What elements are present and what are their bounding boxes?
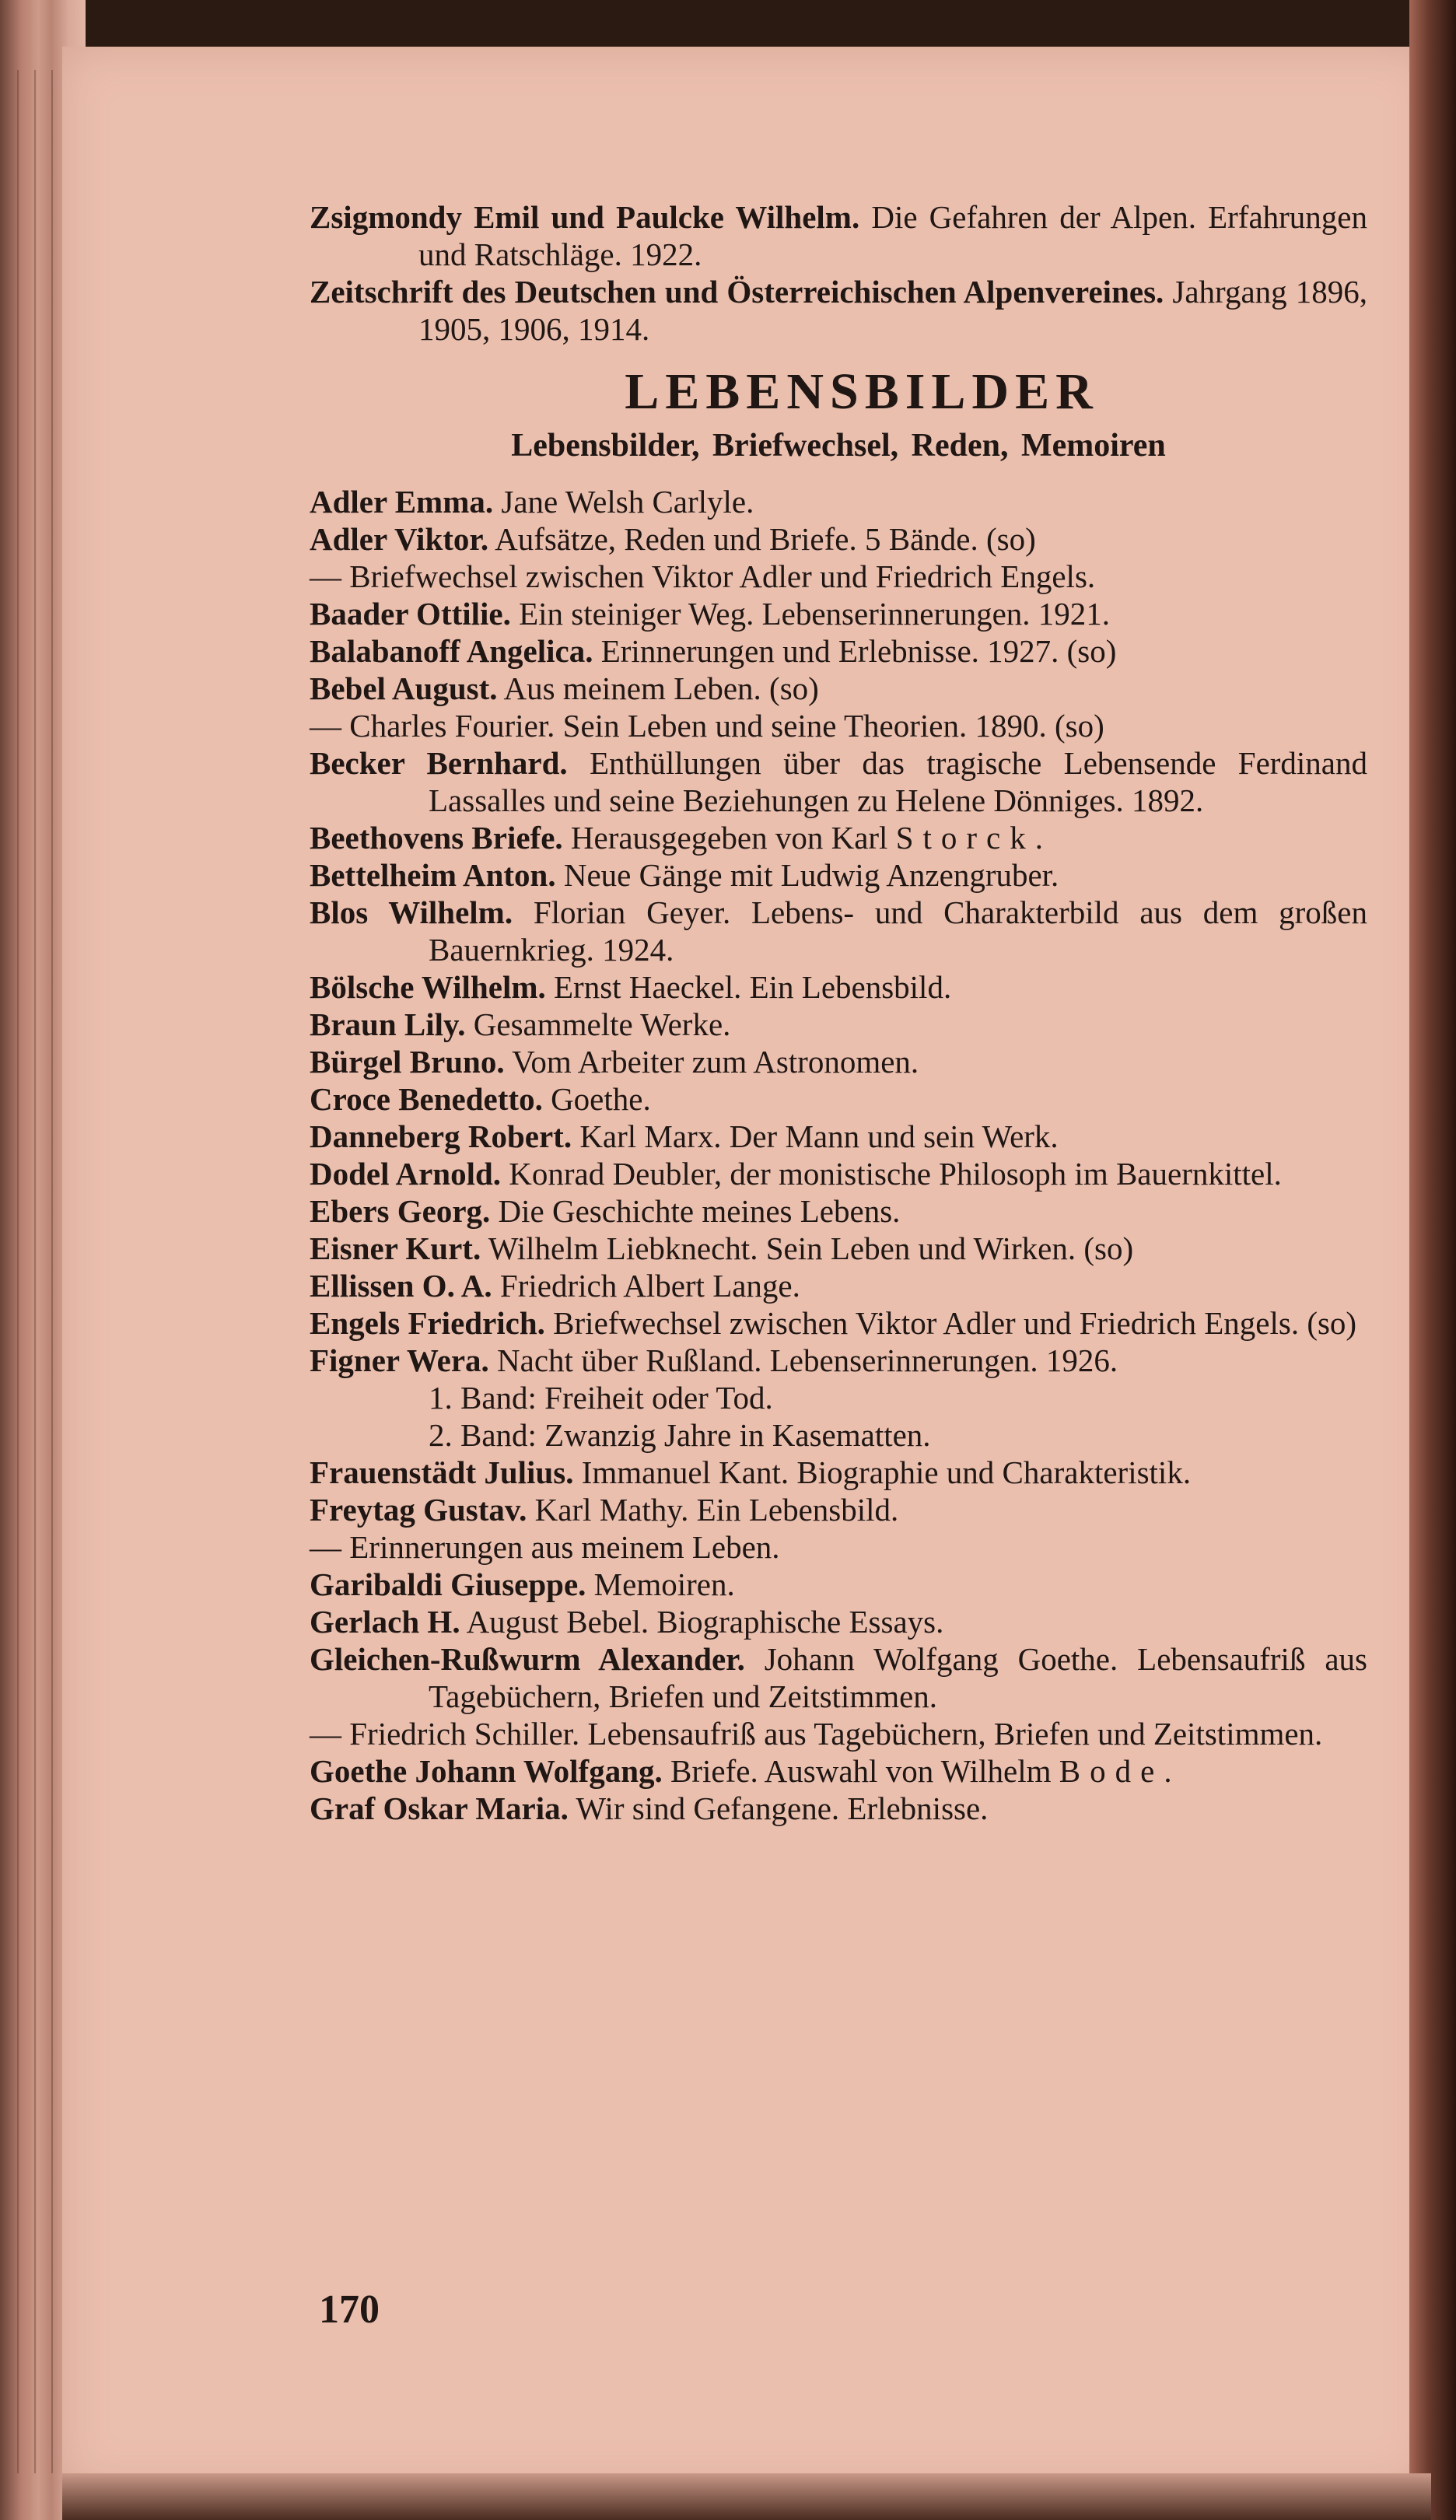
entry-editor: Bode <box>1059 1753 1164 1789</box>
bibliography-entry <box>310 968 1367 1006</box>
entry-author: Becker Bernhard. <box>310 745 568 781</box>
bibliography-entry <box>310 595 1367 632</box>
entry-title: Memoiren. <box>586 1566 735 1602</box>
entry-title: Wir sind Gefangene. Erlebnisse. <box>568 1790 989 1826</box>
entry-author: Goethe Johann Wolfgang. <box>310 1753 663 1789</box>
entry-author: Bölsche Wilhelm. <box>310 969 546 1005</box>
entry-author: Engels Friedrich. <box>310 1305 545 1341</box>
entry-volume: 1. Band: Freiheit oder Tod. <box>429 1380 773 1416</box>
entry-author: Garibaldi Giuseppe. <box>310 1566 586 1602</box>
entry-author: Figner Wera. <box>310 1342 489 1378</box>
bibliography-entry <box>310 1192 1367 1230</box>
entry-volume-list <box>310 1379 1367 1454</box>
entry-title: Karl Marx. Der Mann und sein Werk. <box>572 1118 1059 1154</box>
entry-author: Zsigmondy Emil und Paulcke Wilhelm. <box>310 199 860 235</box>
entry-title: — Charles Fourier. Sein Leben und seine Theorien. 1890. (so) <box>310 708 1104 744</box>
bibliography-entry <box>310 894 1367 968</box>
bibliography-entry <box>310 1790 1367 1827</box>
entry-title: Die Gefahren der Alpen. Erfahrungen und Ratschläge. 1922. <box>418 199 1367 272</box>
entry-title: Vom Arbeiter zum Astronomen. <box>504 1044 919 1080</box>
entry-punctuation: . <box>1164 1753 1172 1789</box>
bibliography-entry <box>310 1752 1367 1790</box>
entry-author: Ebers Georg. <box>310 1193 491 1229</box>
bibliography-entry <box>310 1566 1367 1603</box>
entry-title: — Erinnerungen aus meinem Leben. <box>310 1529 780 1565</box>
entry-author: Danneberg Robert. <box>310 1118 572 1154</box>
bibliography-entry <box>310 632 1367 670</box>
bibliography-entry <box>310 1528 1367 1566</box>
entry-author: Blos Wilhelm. <box>310 894 513 930</box>
entry-title: Jane Welsh Carlyle. <box>493 484 754 520</box>
bibliography-entry <box>310 1267 1367 1304</box>
entry-author: Zeitschrift des Deutschen und Österreichischen Alpenvereines. <box>310 274 1164 310</box>
entry-author: Freytag Gustav. <box>310 1492 527 1528</box>
bibliography-entry <box>310 1230 1367 1267</box>
bibliography-entry <box>310 1715 1367 1752</box>
bibliography-entry <box>310 744 1367 819</box>
entry-title: Briefe. Auswahl von Wilhelm <box>662 1753 1059 1789</box>
entry-title: Konrad Deubler, der monistische Philosoph im Bauernkittel. <box>501 1156 1282 1192</box>
entry-title: Briefwechsel zwischen Viktor Adler und Friedrich Engels. (so) <box>544 1305 1357 1341</box>
entry-title: Nacht über Rußland. Lebenserinnerungen. 1926. <box>488 1342 1118 1378</box>
entry-author: Croce Benedetto. <box>310 1081 543 1117</box>
bibliography-entry <box>310 520 1367 558</box>
bibliography-list <box>310 483 1367 1827</box>
entry-author: Bettelheim Anton. <box>310 857 556 893</box>
entry-author: Ellissen O. A. <box>310 1268 492 1304</box>
entry-title: Die Geschichte meines Lebens. <box>490 1193 901 1229</box>
bibliography-entry <box>310 1454 1367 1491</box>
entry-title: — Briefwechsel zwischen Viktor Adler und Friedrich Engels. <box>310 558 1096 594</box>
entry-author: Dodel Arnold. <box>310 1156 502 1192</box>
section-title: LEBENSBILDER <box>625 363 1099 420</box>
bibliography-entry <box>310 1118 1367 1155</box>
entry-title: Herausgegeben von Karl <box>562 820 896 856</box>
entry-title: Enthüllungen über das tragische Lebensende Ferdinand Lassalles und seine Beziehungen zu Helene Dönniges. 1892. <box>429 745 1368 818</box>
bibliography-entry <box>310 1006 1367 1043</box>
entry-title: Jahrgang 1896, 1905, 1906, 1914. <box>418 274 1367 347</box>
entry-author: Gerlach H. <box>310 1604 460 1640</box>
bibliography-entry <box>310 670 1367 707</box>
entry-title: Wilhelm Liebknecht. Sein Leben und Wirken. (so) <box>481 1230 1134 1266</box>
entry-author: Eisner Kurt. <box>310 1230 481 1266</box>
page-gutter-shadow <box>1409 0 1456 2520</box>
page-bottom-edge <box>62 2473 1431 2520</box>
entry-title: Johann Wolfgang Goethe. Lebensaufriß aus Tagebüchern, Briefen und Zeitstimmen. <box>429 1641 1367 1714</box>
bibliography-entry <box>310 856 1367 894</box>
bibliography-entry <box>310 1304 1367 1342</box>
entry-title: Gesammelte Werke. <box>465 1006 731 1042</box>
entry-author: Adler Emma. <box>310 484 494 520</box>
entry-author: Beethovens Briefe. <box>310 820 563 856</box>
entry-author: Balabanoff Angelica. <box>310 633 593 669</box>
entry-title: Aufsätze, Reden und Briefe. 5 Bände. (so) <box>488 521 1036 557</box>
bibliography-entry <box>310 483 1367 520</box>
bibliography-entry <box>310 1155 1367 1192</box>
page-text-block <box>310 198 1367 1827</box>
entry-title: Ernst Haeckel. Ein Lebensbild. <box>545 969 952 1005</box>
entry-author: Frauenstädt Julius. <box>310 1454 574 1490</box>
bibliography-entry <box>310 198 1367 273</box>
entry-author: Graf Oskar Maria. <box>310 1790 569 1826</box>
entry-title: Erinnerungen und Erlebnisse. 1927. (so) <box>593 633 1117 669</box>
bibliography-entry <box>310 1043 1367 1080</box>
entry-title: — Friedrich Schiller. Lebensaufriß aus Tagebüchern, Briefen und Zeitstimmen. <box>310 1716 1323 1752</box>
bibliography-entry <box>310 819 1367 856</box>
entry-author: Gleichen-Rußwurm Alexander. <box>310 1641 745 1677</box>
entry-title: Immanuel Kant. Biographie und Charakteristik. <box>573 1454 1192 1490</box>
entry-title: Aus meinem Leben. (so) <box>497 670 819 706</box>
entry-author: Adler Viktor. <box>310 521 489 557</box>
entry-title: Florian Geyer. Lebens- und Charakterbild aus dem großen Bauernkrieg. 1924. <box>429 894 1367 968</box>
bibliography-entry <box>310 1603 1367 1640</box>
entry-title: Goethe. <box>542 1081 651 1117</box>
bibliography-entry <box>310 1080 1367 1118</box>
entry-editor: Storck <box>895 820 1035 856</box>
bibliography-entry <box>310 1640 1367 1715</box>
entry-author: Braun Lily. <box>310 1006 466 1042</box>
page-number: 170 <box>319 2287 380 2332</box>
entry-author: Bebel August. <box>310 670 498 706</box>
entry-title: Neue Gänge mit Ludwig Anzengruber. <box>555 857 1059 893</box>
entry-punctuation: . <box>1034 820 1043 856</box>
bibliography-entry <box>310 1491 1367 1528</box>
entry-title: Karl Mathy. Ein Lebensbild. <box>527 1492 899 1528</box>
bibliography-entry <box>310 558 1367 595</box>
bibliography-entry <box>310 273 1367 348</box>
bibliography-entry <box>310 707 1367 744</box>
section-subtitle: Lebensbilder, Briefwechsel, Reden, Memoiren <box>511 428 1166 464</box>
entry-title: August Bebel. Biographische Essays. <box>460 1604 944 1640</box>
entry-volume: 2. Band: Zwanzig Jahre in Kasematten. <box>429 1417 931 1453</box>
bibliography-entry <box>310 1342 1367 1379</box>
entry-title: Friedrich Albert Lange. <box>492 1268 800 1304</box>
entry-author: Baader Ottilie. <box>310 596 511 632</box>
entry-title: Ein steiniger Weg. Lebenserinnerungen. 1921. <box>510 596 1111 632</box>
entry-author: Bürgel Bruno. <box>310 1044 505 1080</box>
